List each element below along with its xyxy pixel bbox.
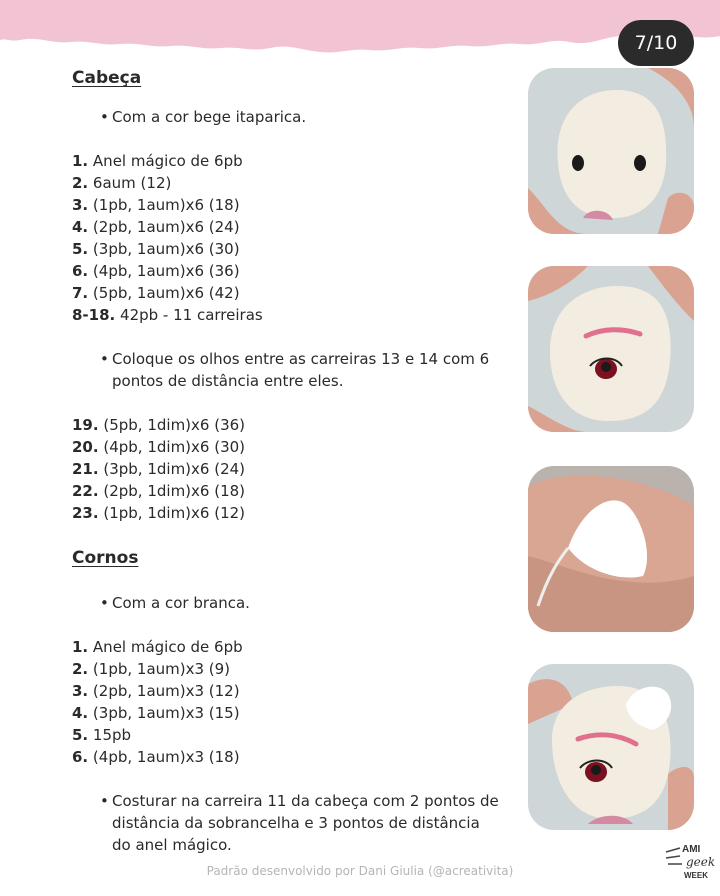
head-step: 5. (3pb, 1aum)x6 (30) bbox=[72, 240, 240, 258]
page-counter: 7/10 bbox=[618, 20, 694, 66]
logo-text-ami: AMI bbox=[682, 844, 701, 855]
amigeek-week-logo bbox=[662, 838, 716, 890]
head-step: 6. (4pb, 1aum)x6 (36) bbox=[72, 262, 240, 280]
head-step: 23. (1pb, 1dim)x6 (12) bbox=[72, 504, 246, 522]
logo-text-geek: geek bbox=[686, 855, 716, 869]
head-step: 3. (1pb, 1aum)x6 (18) bbox=[72, 196, 240, 214]
head-step: 21. (3pb, 1dim)x6 (24) bbox=[72, 460, 246, 478]
photo-head-with-horn bbox=[528, 664, 694, 830]
head-step: 2. 6aum (12) bbox=[72, 174, 172, 192]
head-step: 8-18. 42pb - 11 carreiras bbox=[72, 306, 263, 324]
head-color-note: • Com a cor bege itaparica. bbox=[100, 108, 307, 126]
section-title-horns: Cornos bbox=[72, 548, 139, 568]
photo-horn bbox=[528, 466, 694, 632]
head-step: 20. (4pb, 1dim)x6 (30) bbox=[72, 438, 246, 456]
sew-note: • Costurar na carreira 11 da cabeça com 2 pontos de distância da sobrancelha e 3 pontos de distância do anel mágico. bbox=[100, 792, 499, 854]
head-step: 4. (2pb, 1aum)x6 (24) bbox=[72, 218, 240, 236]
logo-text-week: WEEK bbox=[684, 871, 708, 880]
footer-credit: Padrão desenvolvido por Dani Giulia (@acreativita) bbox=[206, 864, 514, 878]
eyes-note: • Coloque os olhos entre as carreiras 13 e 14 com 6 pontos de distância entre eles. bbox=[100, 350, 490, 390]
head-step: 19. (5pb, 1dim)x6 (36) bbox=[72, 416, 246, 434]
top-decorative-band bbox=[0, 0, 720, 70]
section-title-head: Cabeça bbox=[72, 68, 142, 88]
horns-step: 2. (1pb, 1aum)x3 (9) bbox=[72, 660, 231, 678]
horns-step: 4. (3pb, 1aum)x3 (15) bbox=[72, 704, 240, 722]
horns-step: 5. 15pb bbox=[72, 726, 132, 744]
photo-head-with-brow bbox=[528, 266, 694, 432]
head-step: 7. (5pb, 1aum)x6 (42) bbox=[72, 284, 240, 302]
head-step: 1. Anel mágico de 6pb bbox=[72, 152, 243, 170]
horns-step: 3. (2pb, 1aum)x3 (12) bbox=[72, 682, 240, 700]
photo-head-with-eyes bbox=[528, 68, 694, 234]
horns-step: 6. (4pb, 1aum)x3 (18) bbox=[72, 748, 240, 766]
horns-color-note: • Com a cor branca. bbox=[100, 594, 250, 612]
horns-step: 1. Anel mágico de 6pb bbox=[72, 638, 243, 656]
head-step: 22. (2pb, 1dim)x6 (18) bbox=[72, 482, 246, 500]
